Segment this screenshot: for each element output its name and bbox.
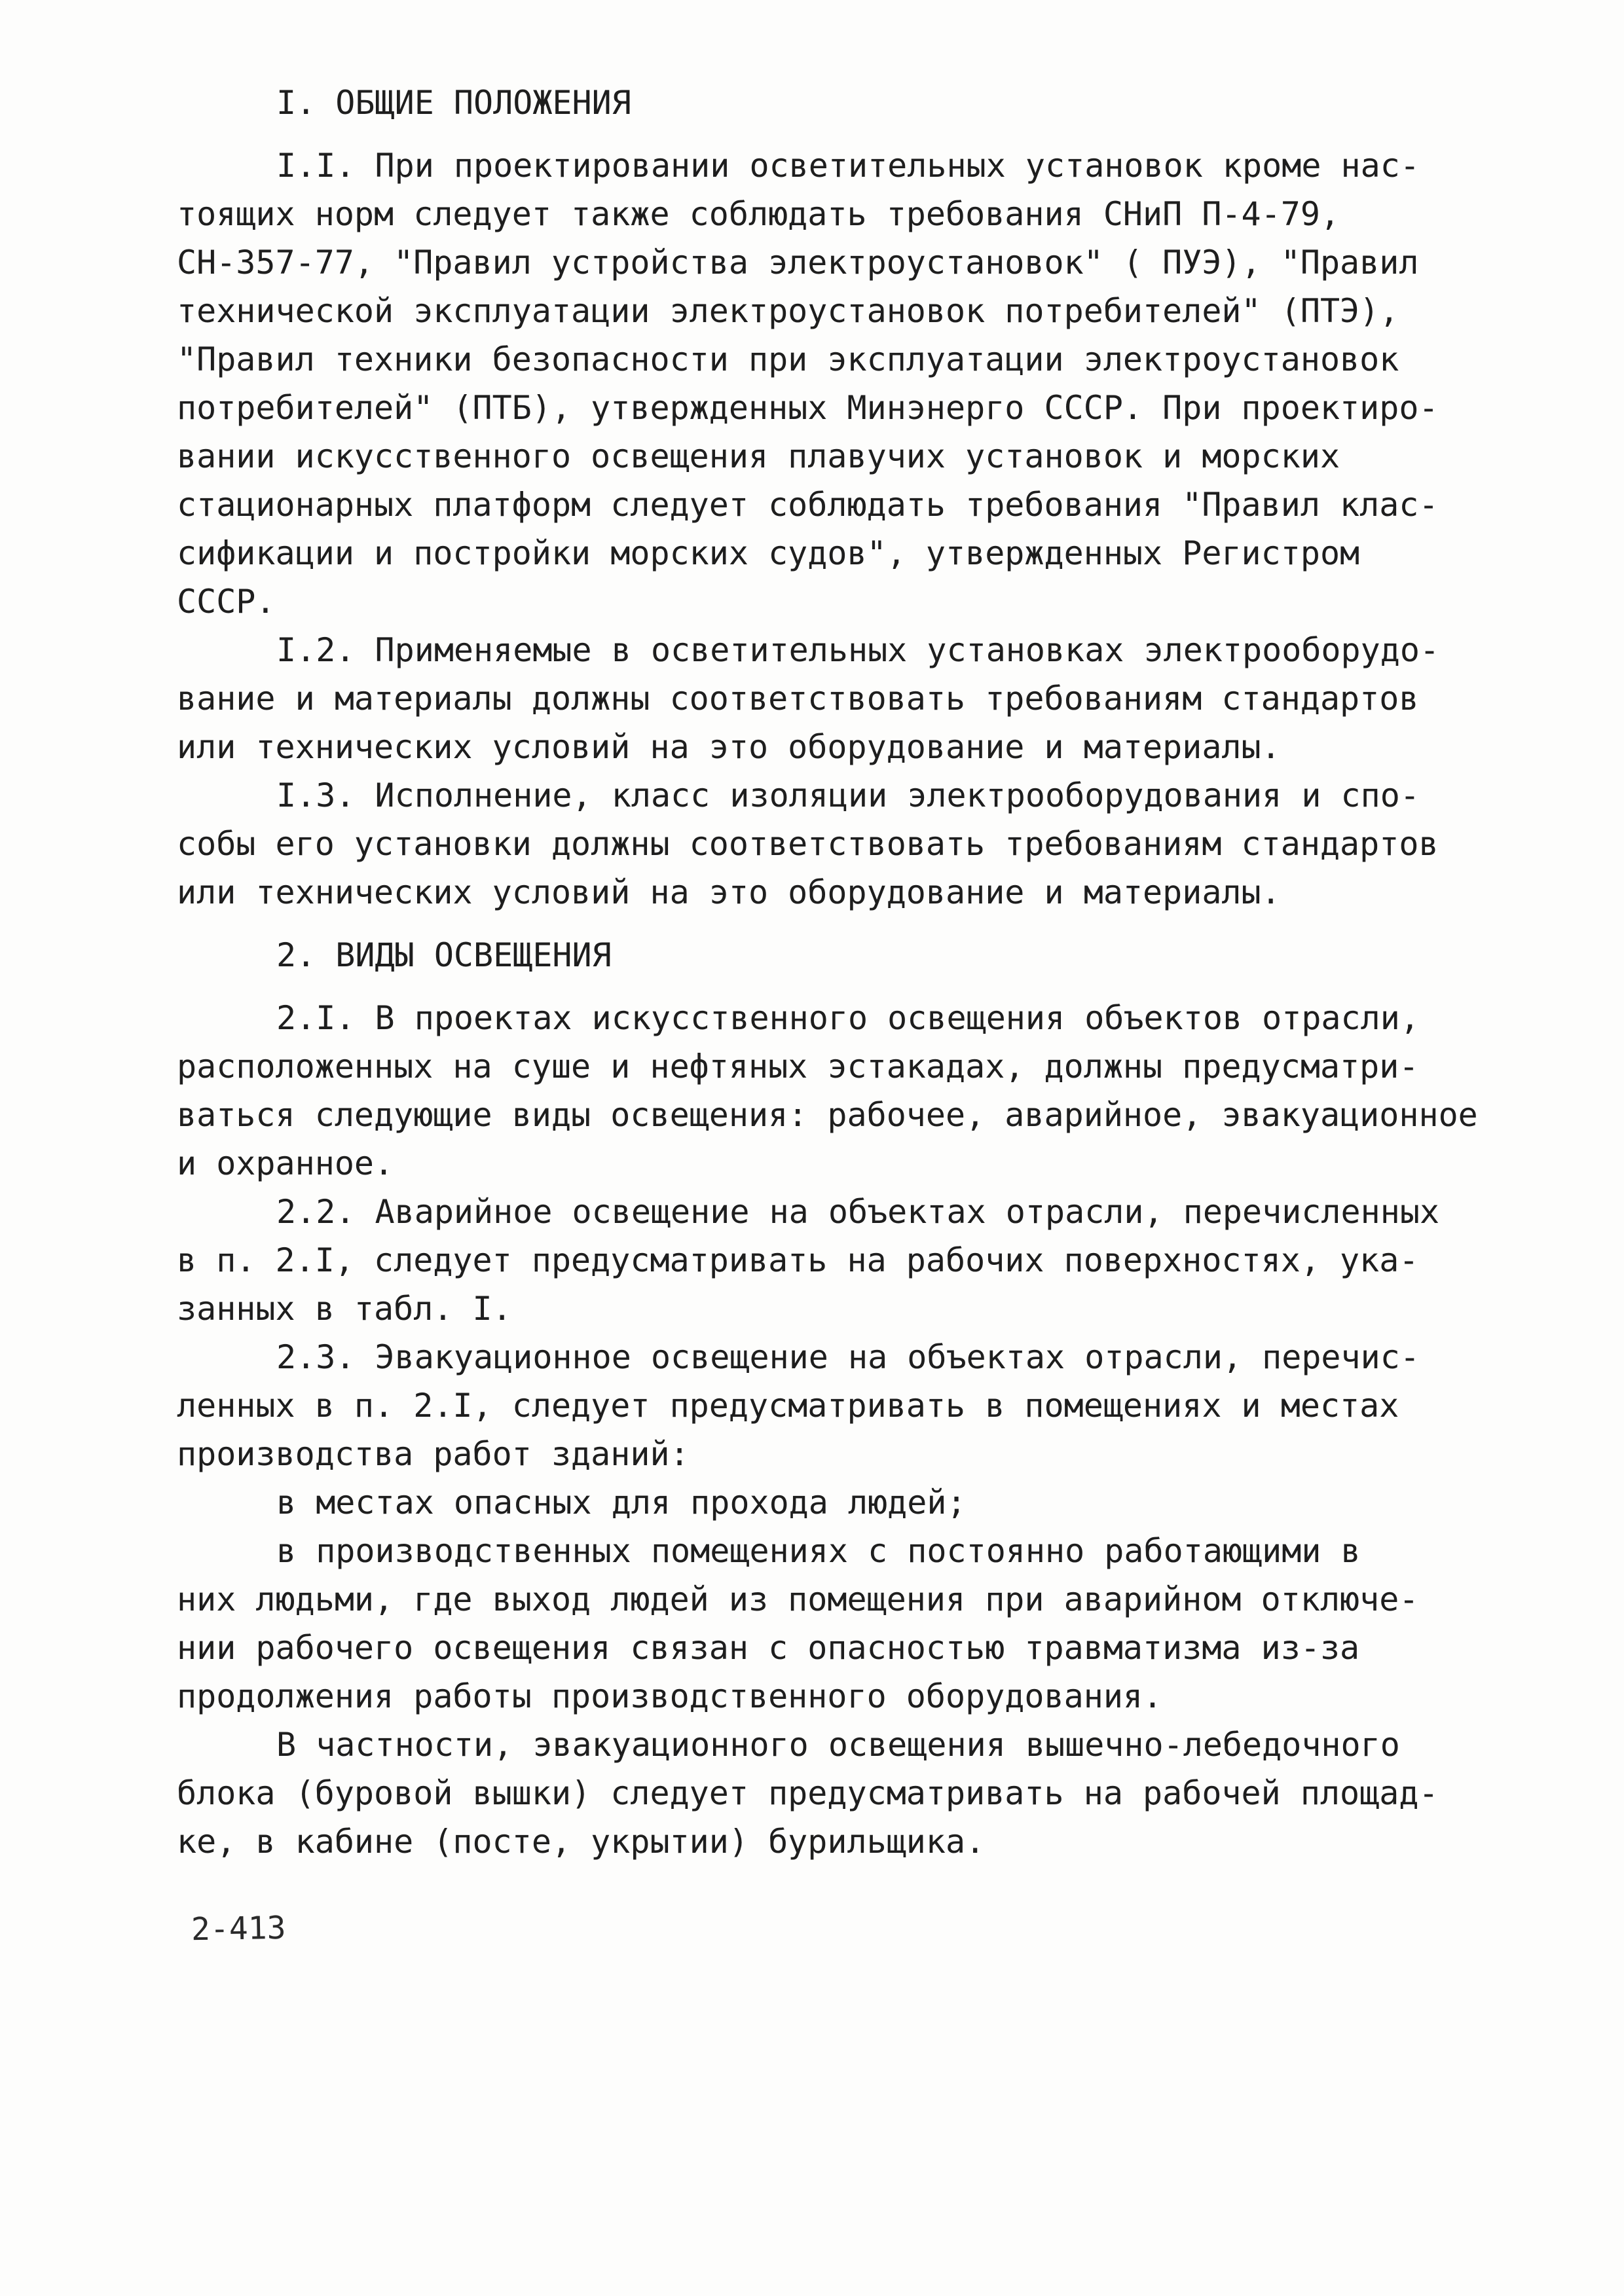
paragraph-line: расположенных на суше и нефтяных эстакадах, должны предусматри-: [177, 1048, 1419, 1085]
paragraph-line: вание и материалы должны соответствовать требованиям стандартов: [177, 680, 1419, 718]
paragraph-line: или технических условий на это оборудование и материалы.: [177, 873, 1281, 911]
paragraph-line: стационарных платформ следует соблюдать требования "Правил клас-: [177, 486, 1439, 524]
list-item-line: в местах опасных для прохода людей;: [276, 1484, 967, 1522]
paragraph-line: I.2. Применяемые в осветительных установках электрооборудо-: [276, 631, 1440, 669]
paragraph-line: ваться следующие виды освещения: рабочее, аварийное, эвакуационное: [177, 1096, 1478, 1134]
paragraph-line: потребителей" (ПТБ), утвержденных Минэнерго СССР. При проектиро-: [177, 389, 1439, 427]
paragraph-line: I.I. При проектировании осветительных установок кроме нас-: [276, 147, 1420, 185]
paragraph-line: СССР.: [177, 583, 276, 621]
list-item-line: нии рабочего освещения связан с опасностью травматизма из-за: [177, 1629, 1360, 1667]
paragraph-line: "Правил техники безопасности при эксплуатации электроустановок: [177, 340, 1399, 378]
document-body: [177, 79, 1493, 1866]
paragraph-line: В частности, эвакуационного освещения вышечно-лебедочного: [276, 1726, 1400, 1764]
paragraph-line: или технических условий на это оборудование и материалы.: [177, 728, 1281, 766]
paragraph-line: ке, в кабине (посте, укрытии) бурильщика.: [177, 1823, 986, 1861]
paragraph-line: 2.3. Эвакуационное освещение на объектах отрасли, перечис-: [276, 1338, 1420, 1376]
paragraph-line: в п. 2.I, следует предусматривать на рабочих поверхностях, ука-: [177, 1241, 1419, 1279]
paragraph-line: собы его установки должны соответствовать требованиям стандартов: [177, 825, 1439, 863]
paragraph-line: тоящих норм следует также соблюдать требования СНиП П-4-79,: [177, 195, 1340, 233]
list-item-line: продолжения работы производственного оборудования.: [177, 1677, 1163, 1715]
list-item-line: них людьми, где выход людей из помещения при аварийном отключе-: [177, 1580, 1419, 1618]
paragraph-line: 2.I. В проектах искусственного освещения объектов отрасли,: [276, 999, 1420, 1037]
paragraph-line: ленных в п. 2.I, следует предусматривать в помещениях и местах: [177, 1387, 1399, 1425]
section-heading-general: I. ОБЩИЕ ПОЛОЖЕНИЯ: [276, 84, 631, 122]
paragraph-line: 2.2. Аварийное освещение на объектах отрасли, перечисленных: [276, 1193, 1440, 1231]
paragraph-line: сификации и постройки морских судов", утвержденных Регистром: [177, 534, 1360, 572]
paragraph-line: технической эксплуатации электроустановок потребителей" (ПТЭ),: [177, 292, 1399, 330]
paragraph-line: I.3. Исполнение, класс изоляции электрооборудования и спо-: [276, 776, 1420, 814]
paragraph-line: производства работ зданий:: [177, 1435, 690, 1473]
list-item-line: в производственных помещениях с постоянно работающими в: [276, 1532, 1361, 1570]
paragraph-line: и охранное.: [177, 1144, 394, 1182]
paragraph-line: вании искусственного освещения плавучих установок и морских: [177, 437, 1340, 475]
section-heading-lighting-types: 2. ВИДЫ ОСВЕЩЕНИЯ: [276, 936, 612, 974]
paragraph-line: СН-357-77, "Правил устройства электроустановок" ( ПУЭ), "Правил: [177, 244, 1419, 282]
paragraph-line: блока (буровой вышки) следует предусматривать на рабочей площад-: [177, 1774, 1439, 1812]
paragraph-line: занных в табл. I.: [177, 1290, 512, 1328]
handwritten-page-code: 2-413: [191, 1909, 286, 1948]
